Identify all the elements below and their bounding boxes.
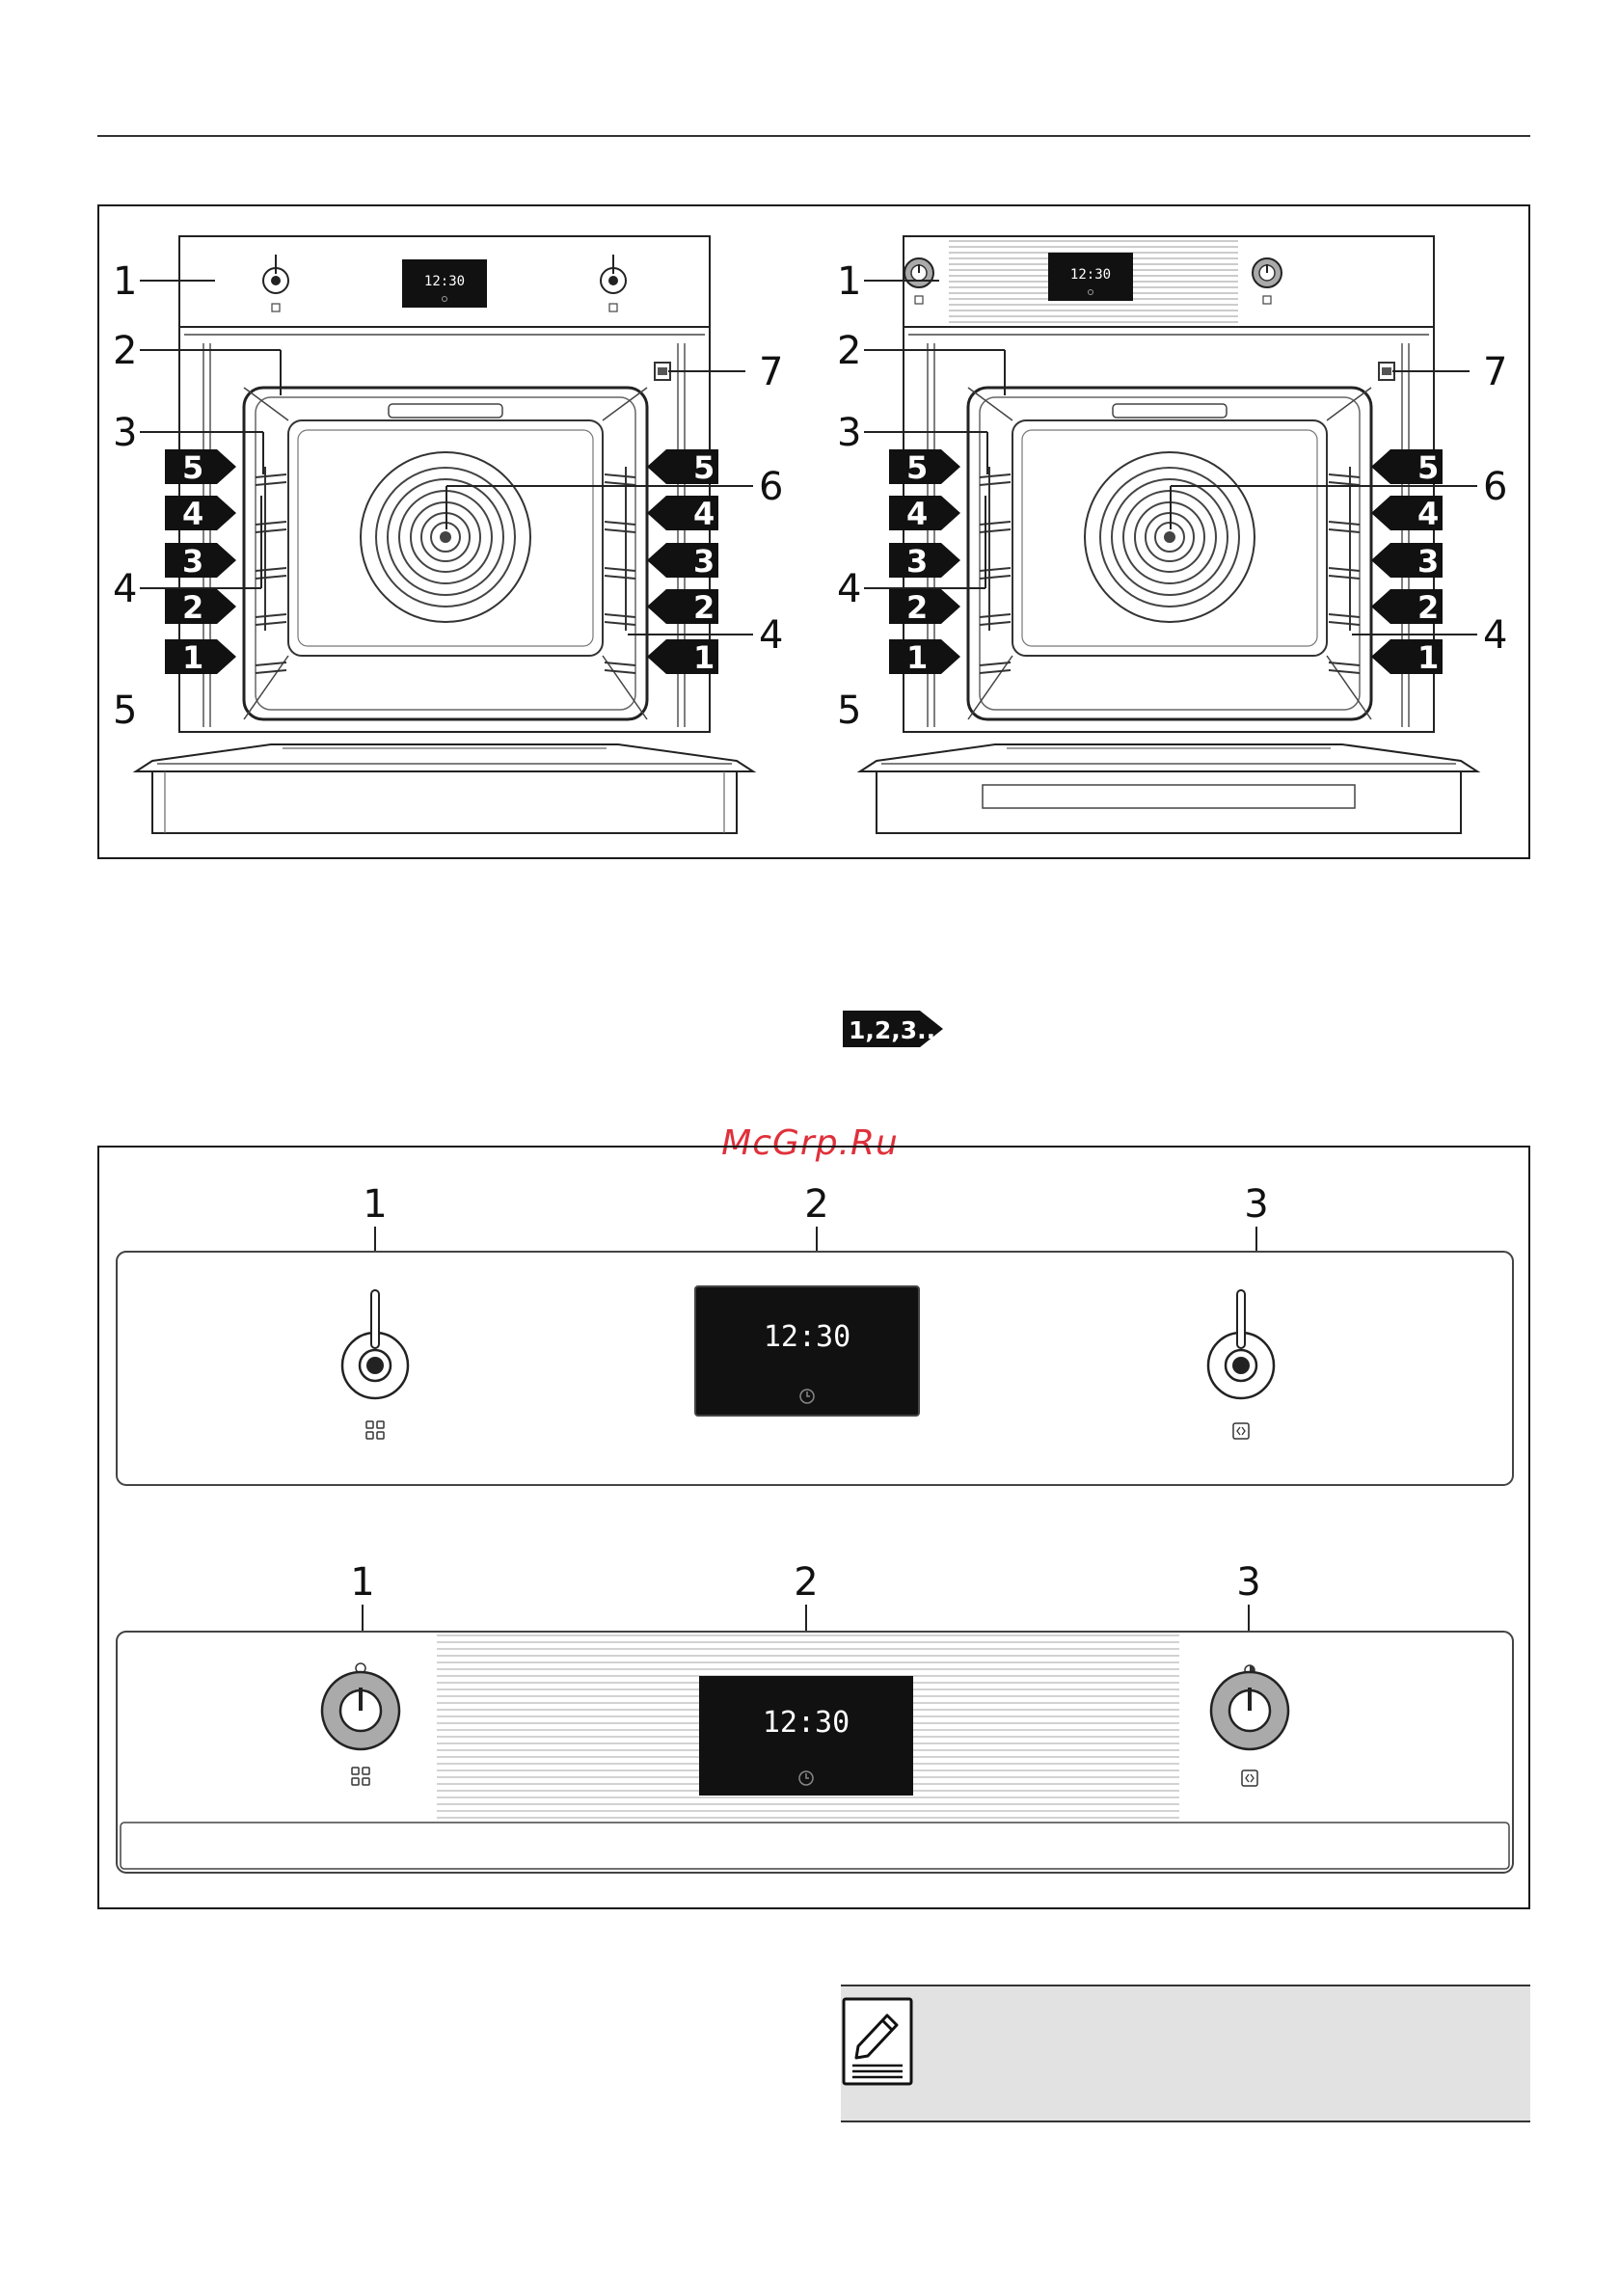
callout-fan: 6 (759, 465, 784, 509)
pencil-note-icon (841, 1996, 914, 2087)
shelf-level-4: 4 (906, 496, 929, 532)
shelf-level-1: 1 (693, 639, 715, 676)
shelf-level-1: 1 (182, 639, 204, 676)
callout-cavity: 2 (837, 329, 862, 373)
note-box (841, 1985, 1530, 2122)
callout-control-panel: 1 (113, 259, 138, 304)
oven-display (695, 1286, 919, 1416)
shelf-level-3: 3 (182, 543, 204, 580)
door-handle (121, 1823, 1509, 1869)
callout-cavity: 2 (113, 329, 138, 373)
callout-fan: 6 (1483, 465, 1508, 509)
callout-shelf-runner: 4 (113, 567, 138, 611)
oven-display-time: 12:30 (423, 274, 466, 289)
shelf-level-2: 2 (906, 589, 929, 626)
header-rule (97, 135, 1530, 137)
callout-door: 5 (113, 689, 138, 733)
shelf-level-4: 4 (182, 496, 204, 532)
watermark: McGrp.Ru (721, 1123, 899, 1163)
callout-shelf-runner: 4 (837, 567, 862, 611)
control-panel-model-b (117, 1560, 1513, 1873)
shelf-reference-text: 1,2,3... (849, 1016, 945, 1044)
shelf-level-5: 5 (182, 449, 204, 486)
panel-a-callout-3: 3 (1244, 1182, 1269, 1227)
oven-overview-drawing (99, 206, 1528, 857)
oven-display (699, 1676, 913, 1796)
control-panel-drawing (99, 1148, 1528, 1907)
callout-door: 5 (837, 689, 862, 733)
panel-b-callout-2: 2 (794, 1560, 819, 1605)
oven-model-b (860, 236, 1477, 833)
shelf-level-1: 1 (1417, 639, 1440, 676)
panel-b-callout-3: 3 (1236, 1560, 1261, 1605)
shelf-level-2: 2 (182, 589, 204, 626)
shelf-reference-badge (843, 1009, 949, 1049)
shelf-level-4: 4 (693, 496, 715, 532)
callout-lamp: 7 (759, 350, 784, 394)
panel-b-callout-1: 1 (350, 1560, 375, 1605)
oven-overview-figure (97, 204, 1530, 859)
callout-shelf-runner: 4 (1483, 613, 1508, 658)
shelf-level-5: 5 (1417, 449, 1440, 486)
shelf-level-1: 1 (906, 639, 929, 676)
callout-shelf-support: 3 (113, 411, 138, 455)
shelf-level-2: 2 (693, 589, 715, 626)
shelf-level-4: 4 (1417, 496, 1440, 532)
shelf-level-3: 3 (693, 543, 715, 580)
shelf-level-5: 5 (906, 449, 929, 486)
panel-a-display-time: 12:30 (763, 1320, 851, 1354)
callout-shelf-support: 3 (837, 411, 862, 455)
control-panel-figure (97, 1146, 1530, 1909)
shelf-level-2: 2 (1417, 589, 1440, 626)
oven-model-a (136, 236, 753, 833)
callout-control-panel: 1 (837, 259, 862, 304)
panel-a-callout-2: 2 (804, 1182, 829, 1227)
panel-a-callout-1: 1 (363, 1182, 388, 1227)
panel-b-display-time: 12:30 (762, 1706, 850, 1740)
oven-display-time: 12:30 (1069, 267, 1112, 283)
callout-lamp: 7 (1483, 350, 1508, 394)
shelf-level-3: 3 (906, 543, 929, 580)
control-panel-model-a (117, 1182, 1513, 1485)
shelf-level-5: 5 (693, 449, 715, 486)
callout-shelf-runner: 4 (759, 613, 784, 658)
shelf-level-3: 3 (1417, 543, 1440, 580)
